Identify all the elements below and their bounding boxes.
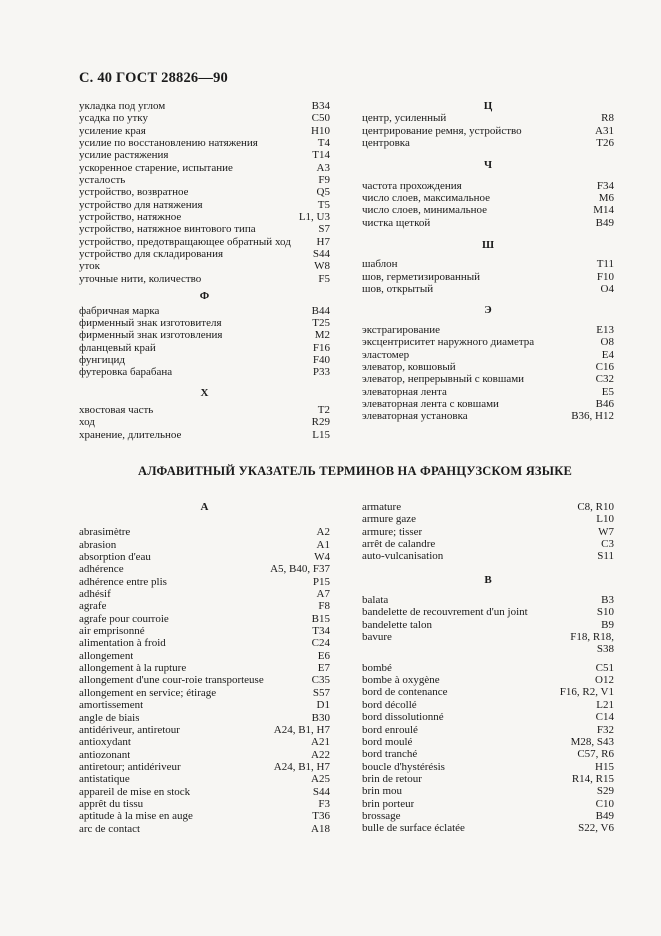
entry-ref: E5 [601, 385, 614, 398]
entry-ref: B49 [595, 809, 614, 822]
index-entry [79, 699, 330, 711]
top-right-column [362, 100, 614, 423]
index-entry [362, 137, 614, 149]
index-entry [79, 137, 330, 149]
entry-term: эксцентриситет наружного диаметра [362, 336, 535, 349]
index-entry [362, 271, 614, 283]
entry-term: agrafe [79, 600, 107, 613]
entry-ref: C16 [595, 360, 614, 373]
index-title: АЛФАВИТНЫЙ УКАЗАТЕЛЬ ТЕРМИНОВ НА ФРАНЦУЗСКОМ ЯЗЫКЕ [137, 464, 573, 478]
entry-ref: B49 [595, 216, 614, 229]
section-sh [362, 258, 614, 295]
index-entry [79, 625, 330, 637]
entry-term: brin de retour [362, 772, 422, 785]
entry-term: эластомер [362, 348, 410, 361]
entry-term: усилие по восстановлению натяжения [79, 137, 258, 150]
entry-term: bavure [362, 631, 392, 644]
index-entry [79, 798, 330, 810]
index-entry [79, 273, 330, 285]
index-entry [362, 410, 614, 422]
index-entry [362, 773, 614, 785]
entry-ref: A21 [311, 736, 330, 749]
entry-ref: T25 [312, 316, 330, 329]
entry-ref: H7 [316, 235, 330, 248]
index-entry [79, 650, 330, 662]
entry-term: ход [79, 416, 95, 429]
index-entry [79, 736, 330, 748]
entry-term: фирменный знак изготовителя [79, 316, 222, 329]
index-entry [362, 217, 614, 229]
entry-term: bord décollé [362, 698, 417, 711]
index-entry [79, 687, 330, 699]
entry-term: allongement à la rupture [79, 662, 187, 675]
entry-ref: B46 [595, 397, 614, 410]
index-entry [79, 773, 330, 785]
entry-ref: E13 [596, 323, 614, 336]
index-entry [362, 373, 614, 385]
entry-term: arc de contact [79, 822, 141, 835]
index-entry [79, 162, 330, 174]
entry-term: allongement d'une cour-roie transporteuse [79, 674, 264, 687]
entry-ref: B3 [601, 594, 614, 607]
index-entry [79, 613, 330, 625]
entry-term: футеровка барабана [79, 366, 173, 379]
entry-ref: B34 [311, 100, 330, 112]
entry-ref: F16 [312, 341, 330, 354]
index-entry [362, 686, 614, 698]
entry-term: экстрагирование [362, 323, 440, 336]
index-entry [79, 563, 330, 575]
entry-ref: M6 [598, 192, 614, 205]
entry-ref: S57 [312, 686, 330, 699]
entry-term: ускоренное старение, испытание [79, 161, 233, 174]
entry-ref: E7 [317, 662, 330, 675]
index-entry [79, 112, 330, 124]
entry-term: antistatique [79, 773, 130, 786]
entry-term: шаблон [362, 258, 398, 271]
entry-term: apprêt du tissu [79, 797, 144, 810]
entry-ref: S11 [597, 550, 614, 563]
index-entry [79, 100, 330, 112]
entry-term: antiretour; antidériveur [79, 760, 181, 773]
entry-term: armure gaze [362, 513, 417, 526]
section-ts [362, 112, 614, 149]
entry-ref: T4 [317, 137, 330, 150]
entry-term: bulle de surface éclatée [362, 822, 465, 835]
index-entry [79, 749, 330, 761]
index-entry [362, 761, 614, 773]
entry-ref: A22 [311, 748, 330, 761]
entry-term: bord de contenance [362, 686, 448, 699]
entry-term: brossage [362, 809, 401, 822]
entry-term: фирменный знак изготовления [79, 329, 223, 342]
entry-term: элеваторная лента [362, 385, 447, 398]
entry-term: armature [362, 501, 402, 513]
index-entry [79, 576, 330, 588]
page-header: С. 40 ГОСТ 28826—90 [79, 70, 228, 86]
entry-term: шов, герметизированный [362, 270, 480, 283]
entry-term: armure; tisser [362, 525, 423, 538]
entry-ref: B36, H12 [571, 410, 614, 423]
entry-ref: C32 [595, 373, 614, 386]
entry-term: элеваторная установка [362, 410, 468, 423]
entry-ref: C8, R10 [577, 501, 614, 513]
entry-term: уточные нити, количество [79, 272, 202, 285]
index-entry [79, 329, 330, 341]
index-entry [362, 336, 614, 348]
entry-ref: C35 [311, 674, 330, 687]
entry-term: brin porteur [362, 797, 415, 810]
index-entry [362, 785, 614, 797]
entry-ref: M14 [593, 204, 614, 217]
index-entry [79, 260, 330, 272]
index-entry [79, 366, 330, 378]
index-entry [79, 712, 330, 724]
index-entry [79, 551, 330, 563]
index-entry-continuation [362, 643, 614, 655]
entry-term: allongement en service; étirage [79, 686, 217, 699]
index-entry [362, 711, 614, 723]
entry-ref: T14 [312, 149, 330, 162]
entry-term: шов, открытый [362, 283, 434, 296]
entry-term: antiozonant [79, 748, 131, 761]
entry-ref: T2 [317, 403, 330, 416]
entry-ref: C14 [595, 711, 614, 724]
bottom-right-column [362, 501, 614, 835]
letter-heading-sh: Ш [481, 239, 495, 252]
entry-term: adhérence [79, 563, 124, 576]
entry-ref: A24, B1, H7 [273, 760, 330, 773]
entry-term: aptitude à la mise en auge [79, 810, 193, 823]
letter-heading-a: A [200, 501, 209, 513]
index-entry [362, 594, 614, 606]
entry-term: укладка под углом [79, 100, 166, 112]
index-entry [362, 550, 614, 562]
entry-ref: O8 [600, 336, 614, 349]
letter-heading-ts: Ц [483, 100, 493, 112]
entry-term: центр, усиленный [362, 112, 447, 125]
index-entry [79, 186, 330, 198]
entry-term: abrasion [79, 538, 117, 551]
entry-term: хвостовая часть [79, 403, 154, 416]
entry-term: усадка по утку [79, 112, 148, 125]
entry-ref: A1 [316, 538, 330, 551]
index-entry [79, 211, 330, 223]
entry-ref: S38 [596, 643, 614, 656]
letter-heading-ch: Ч [483, 159, 493, 172]
entry-ref: F34 [596, 179, 614, 192]
section-ch [362, 180, 614, 229]
entry-term: фабричная марка [79, 304, 160, 317]
entry-ref: C51 [595, 661, 614, 674]
entry-ref: E6 [317, 649, 330, 662]
index-entry [79, 236, 330, 248]
entry-term: устройство, натяжное [79, 211, 182, 224]
index-entry [362, 112, 614, 124]
index-entry [362, 631, 614, 643]
section-b-continued [362, 662, 614, 835]
section-a [79, 526, 330, 835]
entry-term: absorption d'eau [79, 551, 151, 564]
entry-ref: A24, B1, H7 [273, 723, 330, 736]
index-entry [79, 823, 330, 835]
entry-term: alimentation à froid [79, 637, 166, 650]
index-entry [79, 404, 330, 416]
entry-ref: F18, R18, [570, 631, 614, 644]
index-entry [362, 662, 614, 674]
index-entry [79, 724, 330, 736]
entry-term: усилие растяжения [79, 149, 169, 162]
index-entry [362, 810, 614, 822]
index-entry [362, 748, 614, 760]
bottom-left-column [79, 501, 330, 835]
entry-ref: F5 [318, 272, 330, 285]
entry-ref: C10 [595, 797, 614, 810]
index-entry [362, 736, 614, 748]
section-u [79, 100, 330, 285]
entry-ref: S7 [318, 223, 330, 236]
index-entry [362, 798, 614, 810]
entry-ref: A25 [311, 773, 330, 786]
entry-term: устройство для натяжения [79, 198, 203, 211]
index-entry [362, 398, 614, 410]
index-entry [362, 699, 614, 711]
entry-term: boucle d'hystérésis [362, 760, 445, 773]
entry-ref: W7 [598, 525, 614, 538]
index-entry [79, 539, 330, 551]
entry-ref: F32 [596, 723, 614, 736]
index-entry [79, 416, 330, 428]
entry-term: устройство, предотвращающее обратный ход [79, 235, 291, 248]
entry-ref: R29 [311, 416, 330, 429]
entry-ref: L21 [596, 698, 614, 711]
index-entry [362, 538, 614, 550]
entry-ref: M2 [314, 329, 330, 342]
index-entry [79, 125, 330, 137]
index-entry [362, 283, 614, 295]
index-entry [362, 258, 614, 270]
entry-term: adhésif [79, 588, 111, 601]
entry-ref: T36 [312, 810, 330, 823]
entry-term: устройство, натяжное винтового типа [79, 223, 256, 236]
index-entry [79, 354, 330, 366]
entry-term: allongement [79, 649, 134, 662]
entry-ref: P15 [312, 575, 330, 588]
entry-ref: T11 [596, 258, 614, 271]
entry-term: antidériveur, antiretour [79, 723, 180, 736]
index-entry [79, 317, 330, 329]
section-b [362, 594, 614, 643]
entry-term: уток [79, 260, 101, 273]
entry-ref: F8 [318, 600, 330, 613]
index-entry [79, 149, 330, 161]
index-entry [362, 125, 614, 137]
index-entry [362, 724, 614, 736]
entry-ref: H15 [595, 760, 614, 773]
entry-ref: Q5 [316, 186, 330, 199]
entry-term: элеватор, ковшовый [362, 360, 456, 373]
entry-term: air emprisonné [79, 625, 145, 638]
index-entry [362, 501, 614, 513]
entry-term: bord enroulé [362, 723, 418, 736]
index-entry [362, 204, 614, 216]
index-entry [79, 174, 330, 186]
entry-ref: A3 [316, 161, 330, 174]
index-entry [79, 305, 330, 317]
index-entry [362, 349, 614, 361]
index-entry [79, 429, 330, 441]
entry-ref: L10 [596, 513, 614, 526]
entry-term: bandelette talon [362, 618, 432, 631]
index-entry [79, 199, 330, 211]
entry-ref: A31 [595, 124, 614, 137]
index-entry [362, 526, 614, 538]
top-left-column [79, 100, 330, 441]
section-f [79, 305, 330, 379]
entry-term: agrafe pour courroie [79, 612, 169, 625]
entry-term: amortissement [79, 699, 144, 712]
entry-ref: T34 [312, 625, 330, 638]
entry-term: appareil de mise en stock [79, 785, 191, 798]
entry-term: adhérence entre plis [79, 575, 167, 588]
entry-ref: A2 [316, 526, 330, 539]
entry-term: bombe à oxygène [362, 674, 440, 687]
entry-ref: D1 [316, 699, 330, 712]
index-entry [79, 342, 330, 354]
entry-term: фланцевый край [79, 341, 156, 354]
entry-ref: A5, B40, F37 [270, 563, 330, 576]
index-entry [362, 674, 614, 686]
index-entry [362, 361, 614, 373]
entry-ref: S44 [312, 248, 330, 261]
index-entry [362, 619, 614, 631]
index-entry [362, 180, 614, 192]
entry-term: устройство для складирования [79, 248, 224, 261]
entry-term: центровка [362, 137, 410, 150]
section-e [362, 324, 614, 423]
index-entry [79, 600, 330, 612]
entry-term: angle de biais [79, 711, 140, 724]
entry-term: устройство, возвратное [79, 186, 189, 199]
letter-heading-h: Х [200, 386, 209, 399]
section-h [79, 404, 330, 441]
entry-ref: H10 [311, 124, 330, 137]
entry-term: фунгицид [79, 353, 126, 366]
entry-term: число слоев, максимальное [362, 192, 491, 205]
index-entry [79, 526, 330, 538]
entry-ref: F16, R2, V1 [559, 686, 614, 699]
entry-term: auto-vulcanisation [362, 550, 444, 563]
entry-term: хранение, длительное [79, 428, 182, 441]
entry-ref: E4 [601, 348, 614, 361]
letter-heading-f: Ф [199, 290, 210, 303]
entry-ref: O4 [600, 283, 614, 296]
entry-ref: B30 [311, 711, 330, 724]
entry-term: bombé [362, 661, 392, 674]
index-entry [79, 223, 330, 235]
entry-ref: L1, U3 [298, 211, 330, 224]
entry-ref: W4 [314, 551, 330, 564]
entry-ref: O12 [595, 674, 614, 687]
entry-ref: S22, V6 [578, 822, 614, 835]
entry-ref: T5 [317, 198, 330, 211]
index-entry [362, 606, 614, 618]
entry-term: центрирование ремня, устройство [362, 124, 522, 137]
entry-ref: C24 [311, 637, 330, 650]
entry-term: чистка щеткой [362, 216, 431, 229]
entry-ref: L15 [312, 428, 330, 441]
entry-term: bord dissolutionné [362, 711, 444, 724]
entry-term: элеваторная лента с ковшами [362, 397, 499, 410]
entry-ref: F3 [318, 797, 330, 810]
entry-term: bord moulé [362, 735, 413, 748]
entry-term: bord tranché [362, 748, 418, 761]
index-entry [362, 513, 614, 525]
entry-term: bandelette de recouvrement d'un joint [362, 606, 528, 619]
index-entry [79, 761, 330, 773]
entry-ref: C50 [311, 112, 330, 125]
entry-term: усталость [79, 174, 126, 187]
index-entry [362, 192, 614, 204]
index-entry [362, 822, 614, 834]
entry-ref: T26 [596, 137, 614, 150]
index-entry [79, 662, 330, 674]
entry-ref: B9 [601, 618, 614, 631]
index-entry [79, 810, 330, 822]
entry-ref: M28, S43 [570, 735, 614, 748]
entry-ref: R8 [601, 112, 614, 125]
section-a-continued [362, 501, 614, 563]
index-entry [79, 674, 330, 686]
index-entry [362, 386, 614, 398]
index-entry [79, 588, 330, 600]
entry-ref: A7 [316, 588, 330, 601]
entry-ref: F9 [318, 174, 330, 187]
entry-term: brin mou [362, 785, 403, 798]
entry-term: элеватор, непрерывный с ковшами [362, 373, 525, 386]
entry-ref: P33 [312, 366, 330, 379]
entry-term: arrêt de calandre [362, 538, 436, 551]
entry-ref: F40 [312, 353, 330, 366]
letter-heading-b: B [484, 573, 492, 586]
index-entry [79, 637, 330, 649]
entry-ref: S10 [596, 606, 614, 619]
entry-ref: B44 [311, 304, 330, 317]
entry-ref: W8 [314, 260, 330, 273]
entry-ref: A18 [311, 822, 330, 835]
entry-ref: F10 [596, 270, 614, 283]
index-entry [79, 786, 330, 798]
index-entry [362, 324, 614, 336]
entry-ref: C57, R6 [577, 748, 614, 761]
entry-ref: S29 [596, 785, 614, 798]
entry-ref: S44 [312, 785, 330, 798]
entry-term: частота прохождения [362, 179, 462, 192]
entry-term: balata [362, 594, 389, 607]
index-entry [79, 248, 330, 260]
entry-ref: R14, R15 [571, 772, 614, 785]
entry-term: abrasimètre [79, 526, 131, 539]
letter-heading-e: Э [484, 304, 492, 317]
entry-term: усиление края [79, 124, 146, 137]
entry-term: antioxydant [79, 736, 131, 749]
entry-ref: B15 [311, 612, 330, 625]
entry-ref: C3 [601, 538, 614, 551]
entry-term: число слоев, минимальное [362, 204, 488, 217]
